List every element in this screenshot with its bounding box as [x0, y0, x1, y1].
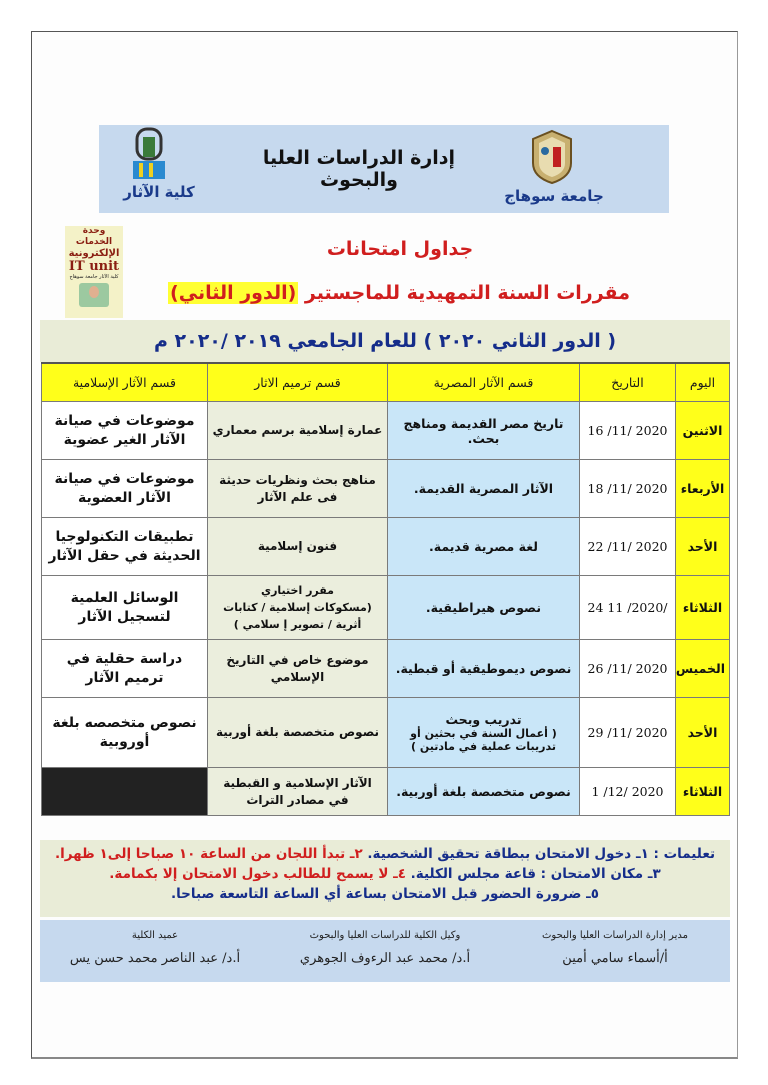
- signature-block: [40, 920, 270, 982]
- instructions-panel: [40, 840, 730, 917]
- university-name: جامعة سوهاج: [504, 187, 604, 205]
- table-row: [42, 640, 730, 698]
- cell-islamic-empty: [42, 768, 208, 816]
- academic-year-bar: ( الدور الثاني ٢٠٢٠ ) للعام الجامعي ٢٠١٩ /٢٠٢٠ م: [40, 320, 730, 362]
- it-unit-badge: [65, 226, 123, 318]
- cell-islamic: موضوعات في صيانة الآثار العضوية: [42, 460, 208, 518]
- instruction-4: ٤ـ لا يسمح للطالب دخول الامتحان إلا بكمامة.: [109, 866, 411, 882]
- elective-title: مقرر اختياري: [261, 584, 334, 597]
- cell-day: الأحد: [676, 518, 730, 576]
- table-row: [42, 460, 730, 518]
- signature-role: عميد الكلية: [131, 930, 179, 941]
- cell-day: الأربعاء: [676, 460, 730, 518]
- university-logo-icon: [529, 129, 575, 185]
- person-photo-icon: [79, 283, 109, 307]
- table-row: [42, 576, 730, 640]
- instructions-line-2: [40, 864, 730, 884]
- cell-restoration: موضوع خاص في التاريخ الإسلامي: [208, 640, 388, 698]
- cell-islamic: نصوص متخصصه بلغة أوروبية: [42, 698, 208, 768]
- cell-date: 1 /12/ 2020: [580, 768, 676, 816]
- cell-egyptian: [388, 698, 580, 768]
- faculty-name: كلية الآثار: [123, 183, 195, 201]
- training-title: تدريب وبحث: [445, 712, 522, 727]
- signature-name: أ/أسماء سامي أمين: [562, 951, 668, 966]
- cell-egyptian: تاريخ مصر القديمة ومناهج بحث.: [388, 402, 580, 460]
- signature-name: أ.د/ محمد عبد الرءوف الجوهري: [299, 951, 471, 966]
- table-row: [42, 518, 730, 576]
- header-egyptian: قسم الآثار المصرية: [388, 363, 580, 402]
- signature-role: مدير إدارة الدراسات العليا والبحوث: [542, 930, 688, 941]
- faculty-logo-icon: [129, 127, 169, 181]
- instructions-line-3: [40, 884, 730, 904]
- subtitle-text: مقررات السنة التمهيدية للماجستير: [298, 282, 630, 304]
- cell-egyptian: نصوص هيراطيقية.: [388, 576, 580, 640]
- cell-egyptian: الآثار المصرية القديمة.: [388, 460, 580, 518]
- it-unit-line1: وحدة الخدمات: [75, 226, 113, 247]
- table-header-row: [42, 363, 730, 402]
- table-row: [42, 768, 730, 816]
- exam-schedule-table: [41, 362, 730, 816]
- page-subtitle: [150, 282, 630, 304]
- it-unit-line2: الإلكترونية: [68, 248, 120, 259]
- elective-options: (مسكوكات إسلامية / كتابات أثرية / تصوير إ سلامي ): [223, 601, 372, 631]
- cell-restoration: [208, 576, 388, 640]
- signature-block: [270, 920, 500, 982]
- instruction-3: ٣ـ مكان الامتحان : قاعة مجلس الكلية.: [410, 866, 661, 882]
- it-unit-line3: IT unit: [68, 259, 120, 274]
- cell-restoration: نصوص متخصصة بلغة أوربية: [208, 698, 388, 768]
- header-banner: [99, 125, 669, 213]
- cell-day: الخميس: [676, 640, 730, 698]
- table-row: [42, 698, 730, 768]
- department-title: إدارة الدراسات العليا والبحوث: [262, 147, 456, 191]
- it-unit-line4: كلية الآثار جامعة سوهاج: [69, 274, 119, 280]
- header-restoration: قسم ترميم الاثار: [208, 363, 388, 402]
- cell-date: 24 11 /2020/: [580, 576, 676, 640]
- header-islamic: قسم الآثار الإسلامية: [42, 363, 208, 402]
- signature-role: وكيل الكلية للدراسات العليا والبحوث: [309, 930, 461, 941]
- instruction-5: ٥ـ ضرورة الحضور قبل الامتحان بساعة أي الساعة التاسعة صباحا.: [170, 886, 600, 902]
- instructions-line-1: [40, 844, 730, 864]
- cell-restoration: عمارة إسلامية برسم معماري: [208, 402, 388, 460]
- signatures-panel: [40, 920, 730, 982]
- cell-day: الأحد: [676, 698, 730, 768]
- cell-restoration: مناهج بحث ونظريات حديثة فى علم الآثار: [208, 460, 388, 518]
- cell-restoration: الآثار الإسلامية و القبطية في مصادر التراث: [208, 768, 388, 816]
- cell-islamic: تطبيقات التكنولوجيا الحديثة في حقل الآثار: [42, 518, 208, 576]
- instruction-2: ٢ـ تبدأ اللجان من الساعة ١٠ صباحا إلى١ ظهرا.: [54, 846, 368, 862]
- cell-date: 26 /11/ 2020: [580, 640, 676, 698]
- cell-day: الاثنين: [676, 402, 730, 460]
- header-date: التاريخ: [580, 363, 676, 402]
- instruction-1: ١ـ دخول الامتحان ببطاقة تحقيق الشخصية.: [367, 846, 654, 862]
- cell-restoration: فنون إسلامية: [208, 518, 388, 576]
- cell-date: 22 /11/ 2020: [580, 518, 676, 576]
- cell-date: 16 /11/ 2020: [580, 402, 676, 460]
- cell-islamic: دراسة حقلية في ترميم الآثار: [42, 640, 208, 698]
- instructions-label: تعليمات :: [653, 846, 716, 862]
- training-detail: ( أعمال السنة في بحثين أو تدريبات عملية في مادتين ): [410, 727, 557, 753]
- header-day: اليوم: [676, 363, 730, 402]
- cell-day: الثلاثاء: [676, 576, 730, 640]
- cell-day: الثلاثاء: [676, 768, 730, 816]
- table-row: [42, 402, 730, 460]
- cell-islamic: موضوعات في صيانة الآثار الغير عضوية: [42, 402, 208, 460]
- cell-islamic: الوسائل العلمية لتسجيل الآثار: [42, 576, 208, 640]
- signature-name: أ.د/ عبد الناصر محمد حسن يس: [69, 951, 241, 966]
- cell-egyptian: نصوص متخصصة بلغة أوربية.: [388, 768, 580, 816]
- signature-block: [500, 920, 730, 982]
- cell-egyptian: نصوص ديموطيقية أو قبطية.: [388, 640, 580, 698]
- subtitle-highlight: (الدور الثاني): [170, 282, 297, 304]
- cell-date: 18 /11/ 2020: [580, 460, 676, 518]
- cell-date: 29 /11/ 2020: [580, 698, 676, 768]
- cell-egyptian: لغة مصرية قديمة.: [388, 518, 580, 576]
- page-title: جداول امتحانات: [326, 238, 474, 260]
